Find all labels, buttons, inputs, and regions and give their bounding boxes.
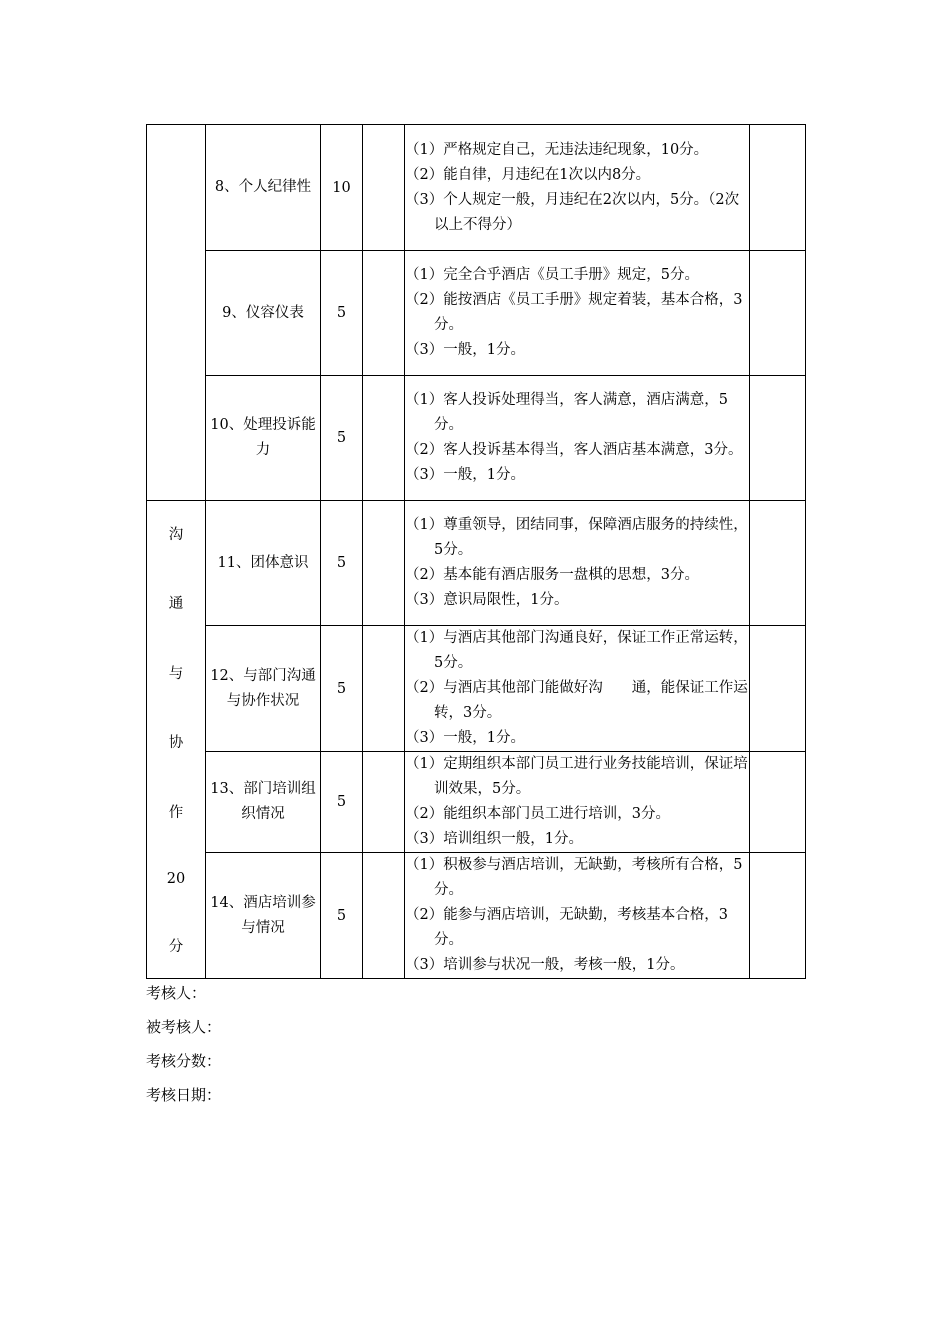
score-input-cell[interactable] — [363, 376, 405, 501]
table-row — [147, 853, 806, 979]
criteria-line: （1）严格规定自己，无违法违纪现象，10分。 — [405, 141, 709, 158]
max-score: 5 — [321, 251, 363, 376]
criteria-cell — [405, 125, 750, 251]
criteria-cell — [405, 752, 750, 853]
criteria-line: （3）一般，1分。 — [405, 730, 525, 746]
item-name: 9、仪容仪表 — [206, 251, 321, 376]
criteria-line: （2）基本能有酒店服务一盘棋的思想，3分。 — [405, 567, 699, 583]
criteria-cell — [405, 626, 750, 752]
criteria-line: （3）培训参与状况一般，考核一般，1分。 — [405, 957, 685, 973]
remarks-cell[interactable] — [750, 501, 806, 626]
criteria-line: （3）意识局限性，1分。 — [405, 592, 569, 608]
score-input-cell[interactable] — [363, 752, 405, 853]
criteria-cell — [405, 251, 750, 376]
category-char: 作 — [168, 805, 184, 822]
criteria-line: （1）完全合乎酒店《员工手册》规定，5分。 — [405, 267, 699, 283]
criteria-line: （3）一般，1分。 — [405, 342, 525, 358]
criteria-line: （2）能组织本部门员工进行培训，3分。 — [405, 806, 670, 822]
assessor-label: 考核人： — [146, 984, 207, 1002]
score-input-cell[interactable] — [363, 501, 405, 626]
evaluation-table — [146, 124, 806, 979]
criteria-line: （1）积极参与酒店培训，无缺勤，考核所有合格，5分。 — [405, 857, 743, 898]
item-name: 11、团体意识 — [206, 501, 321, 626]
criteria-cell — [405, 376, 750, 501]
category-char: 通 — [168, 596, 184, 613]
assessee-label: 被考核人： — [146, 1018, 222, 1036]
max-score: 10 — [321, 125, 363, 251]
criteria-line: （1）尊重领导，团结同事，保障酒店服务的持续性，5分。 — [405, 517, 748, 558]
score-input-cell[interactable] — [363, 626, 405, 752]
table-row — [147, 125, 806, 251]
max-score: 5 — [321, 501, 363, 626]
table-row — [147, 752, 806, 853]
table-row — [147, 251, 806, 376]
item-name: 13、部门培训组织情况 — [206, 752, 321, 853]
remarks-cell[interactable] — [750, 853, 806, 979]
criteria-cell — [405, 853, 750, 979]
score-input-cell[interactable] — [363, 125, 405, 251]
criteria-cell — [405, 501, 750, 626]
table-row — [147, 376, 806, 501]
remarks-cell[interactable] — [750, 251, 806, 376]
criteria-line: （2）能参与酒店培训，无缺勤，考核基本合格，3分。 — [405, 907, 728, 948]
category-char: 分 — [168, 939, 184, 956]
category-char: 协 — [168, 735, 184, 752]
remarks-cell[interactable] — [750, 626, 806, 752]
max-score: 5 — [321, 626, 363, 752]
date-label: 考核日期： — [146, 1086, 222, 1104]
item-name: 10、处理投诉能力 — [206, 376, 321, 501]
table-row — [147, 626, 806, 752]
category-char: 与 — [168, 665, 184, 682]
criteria-line: （2）与酒店其他部门能做好沟 通，能保证工作运转，3分。 — [405, 680, 748, 721]
remarks-cell[interactable] — [750, 125, 806, 251]
score-input-cell[interactable] — [363, 251, 405, 376]
item-name: 14、酒店培训参与情况 — [206, 853, 321, 979]
category-cell-previous — [147, 125, 206, 501]
max-score: 5 — [321, 752, 363, 853]
remarks-cell[interactable] — [750, 752, 806, 853]
score-input-cell[interactable] — [363, 853, 405, 979]
category-cell-communication — [147, 501, 206, 979]
criteria-line: （3）个人规定一般，月违纪在2次以内，5分。（2次以上不得分） — [405, 191, 740, 233]
category-char: 20 — [166, 870, 186, 887]
criteria-line: （1）定期组织本部门员工进行业务技能培训，保证培训效果，5分。 — [405, 756, 748, 797]
criteria-line: （1）与酒店其他部门沟通良好，保证工作正常运转，5分。 — [405, 630, 748, 671]
item-name: 12、与部门沟通与协作状况 — [206, 626, 321, 752]
category-char: 沟 — [168, 526, 184, 543]
criteria-line: （3）一般，1分。 — [405, 467, 525, 483]
criteria-line: （1）客人投诉处理得当，客人满意，酒店满意，5分。 — [405, 392, 728, 433]
criteria-line: （3）培训组织一般，1分。 — [405, 831, 583, 847]
max-score: 5 — [321, 376, 363, 501]
item-name: 8、个人纪律性 — [206, 125, 321, 251]
table-row — [147, 501, 806, 626]
criteria-line: （2）能自律，月违纪在1次以内8分。 — [405, 166, 651, 183]
score-label: 考核分数： — [146, 1052, 222, 1070]
max-score: 5 — [321, 853, 363, 979]
criteria-line: （2）客人投诉基本得当，客人酒店基本满意，3分。 — [405, 442, 743, 458]
remarks-cell[interactable] — [750, 376, 806, 501]
criteria-line: （2）能按酒店《员工手册》规定着装，基本合格，3分。 — [405, 292, 743, 333]
